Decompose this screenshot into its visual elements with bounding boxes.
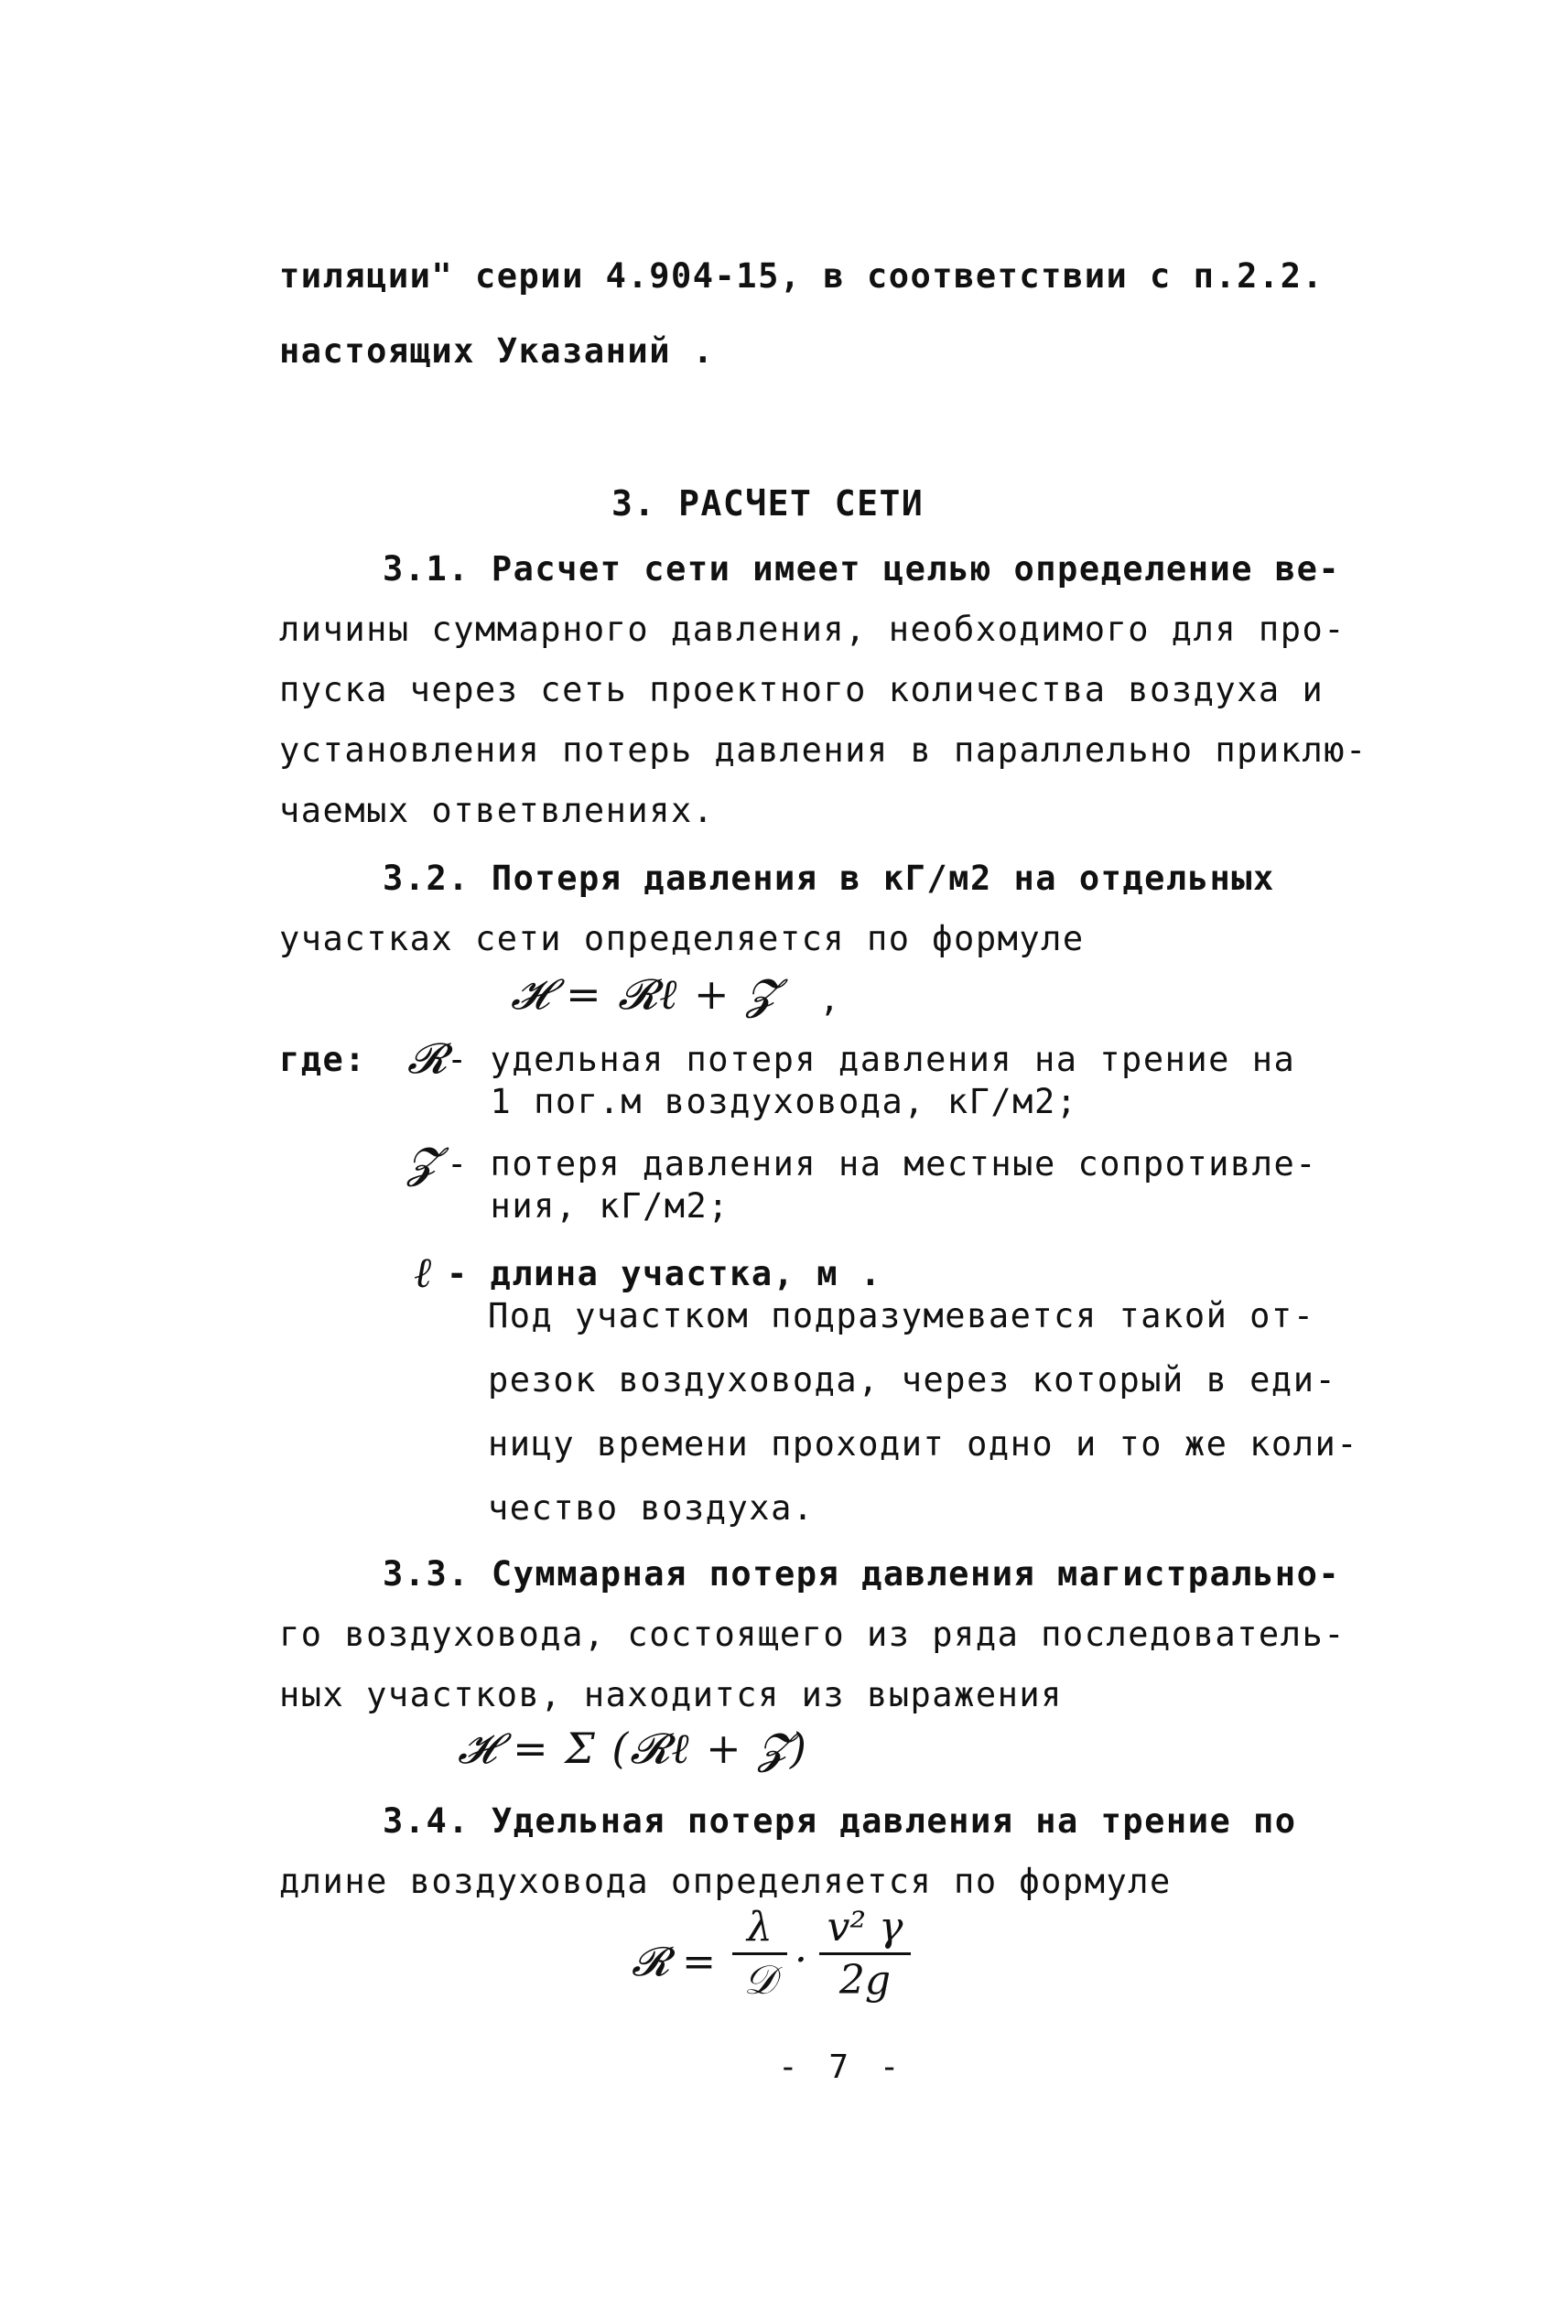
note-line-3: ницу времени проходит одно и то же коли- [488, 1424, 1359, 1464]
p33-line-1: 3.3. Суммарная потеря давления магистрально- [383, 1554, 1341, 1594]
p31-line-1: 3.1. Расчет сети имеет целью определение ве- [383, 549, 1341, 589]
p31-line-4: установления потерь давления в параллельно приклю- [279, 730, 1368, 770]
multiply-dot: · [795, 1937, 807, 1984]
p31-line-3: пуска через сеть проектного количества воздуха и [279, 670, 1325, 709]
note-line-2: резок воздуховода, через который в еди- [488, 1360, 1337, 1400]
def-r-line-2: 1 пог.м воздуховода, кГ/м2; [447, 1082, 1078, 1121]
formula-pressure-loss: 𝓗 = 𝓡ℓ + 𝓩 [511, 969, 778, 1019]
p31-line-5: чаемых ответвлениях. [279, 791, 715, 830]
p34-line-2: длине воздуховода определяется по формуле [279, 1862, 1172, 1901]
def-z-line-1: - потеря давления на местные сопротивле- [447, 1144, 1318, 1184]
symbol-r: 𝓡 [407, 1033, 447, 1083]
fraction-1-denominator: 𝒟 [743, 1957, 776, 2004]
note-line-1: Под участком подразумевается такой от- [488, 1296, 1315, 1335]
symbol-z: 𝓩 [407, 1138, 438, 1187]
fraction-velocity [819, 1904, 911, 2004]
p32-line-2: участках сети определяется по формуле [279, 919, 1085, 958]
fraction-2-numerator: v² γ [819, 1904, 911, 1955]
section-heading: 3. РАСЧЕТ СЕТИ [611, 483, 925, 524]
fraction-lambda-d [732, 1904, 787, 2004]
fraction-2-denominator: 2g [838, 1957, 892, 2004]
formula-lhs: 𝓡 = [632, 1939, 716, 1985]
formula-total-loss: 𝓗 = Σ (𝓡ℓ + 𝓩) [458, 1724, 808, 1773]
p33-line-2: го воздуховода, состоящего из ряда последователь- [279, 1615, 1346, 1654]
page-number: - 7 - [778, 2048, 905, 2086]
p33-line-3: ных участков, находится из выражения [279, 1675, 1063, 1714]
def-r-line-1: - удельная потеря давления на трение на [447, 1040, 1296, 1079]
p34-line-1: 3.4. Удельная потеря давления на трение по [383, 1801, 1297, 1841]
p32-line-1: 3.2. Потеря давления в кГ/м2 на отдельных [383, 859, 1275, 898]
symbol-l: ℓ [414, 1248, 432, 1297]
formula-comma: , [819, 979, 841, 1019]
def-l-line-1: - длина участка, м . [447, 1254, 882, 1293]
formula-specific-friction [632, 1904, 943, 2014]
note-line-4: чество воздуха. [488, 1488, 815, 1528]
intro-line-1: тиляции" серии 4.904-15, в соответствии с п.2.2. [279, 256, 1325, 296]
intro-line-2: настоящих Указаний . [279, 331, 715, 371]
fraction-1-numerator: λ [732, 1904, 787, 1955]
def-z-line-2: ния, кГ/м2; [447, 1186, 730, 1226]
p31-line-2: личины суммарного давления, необходимого для про- [279, 610, 1346, 649]
where-label: где: [279, 1040, 367, 1079]
